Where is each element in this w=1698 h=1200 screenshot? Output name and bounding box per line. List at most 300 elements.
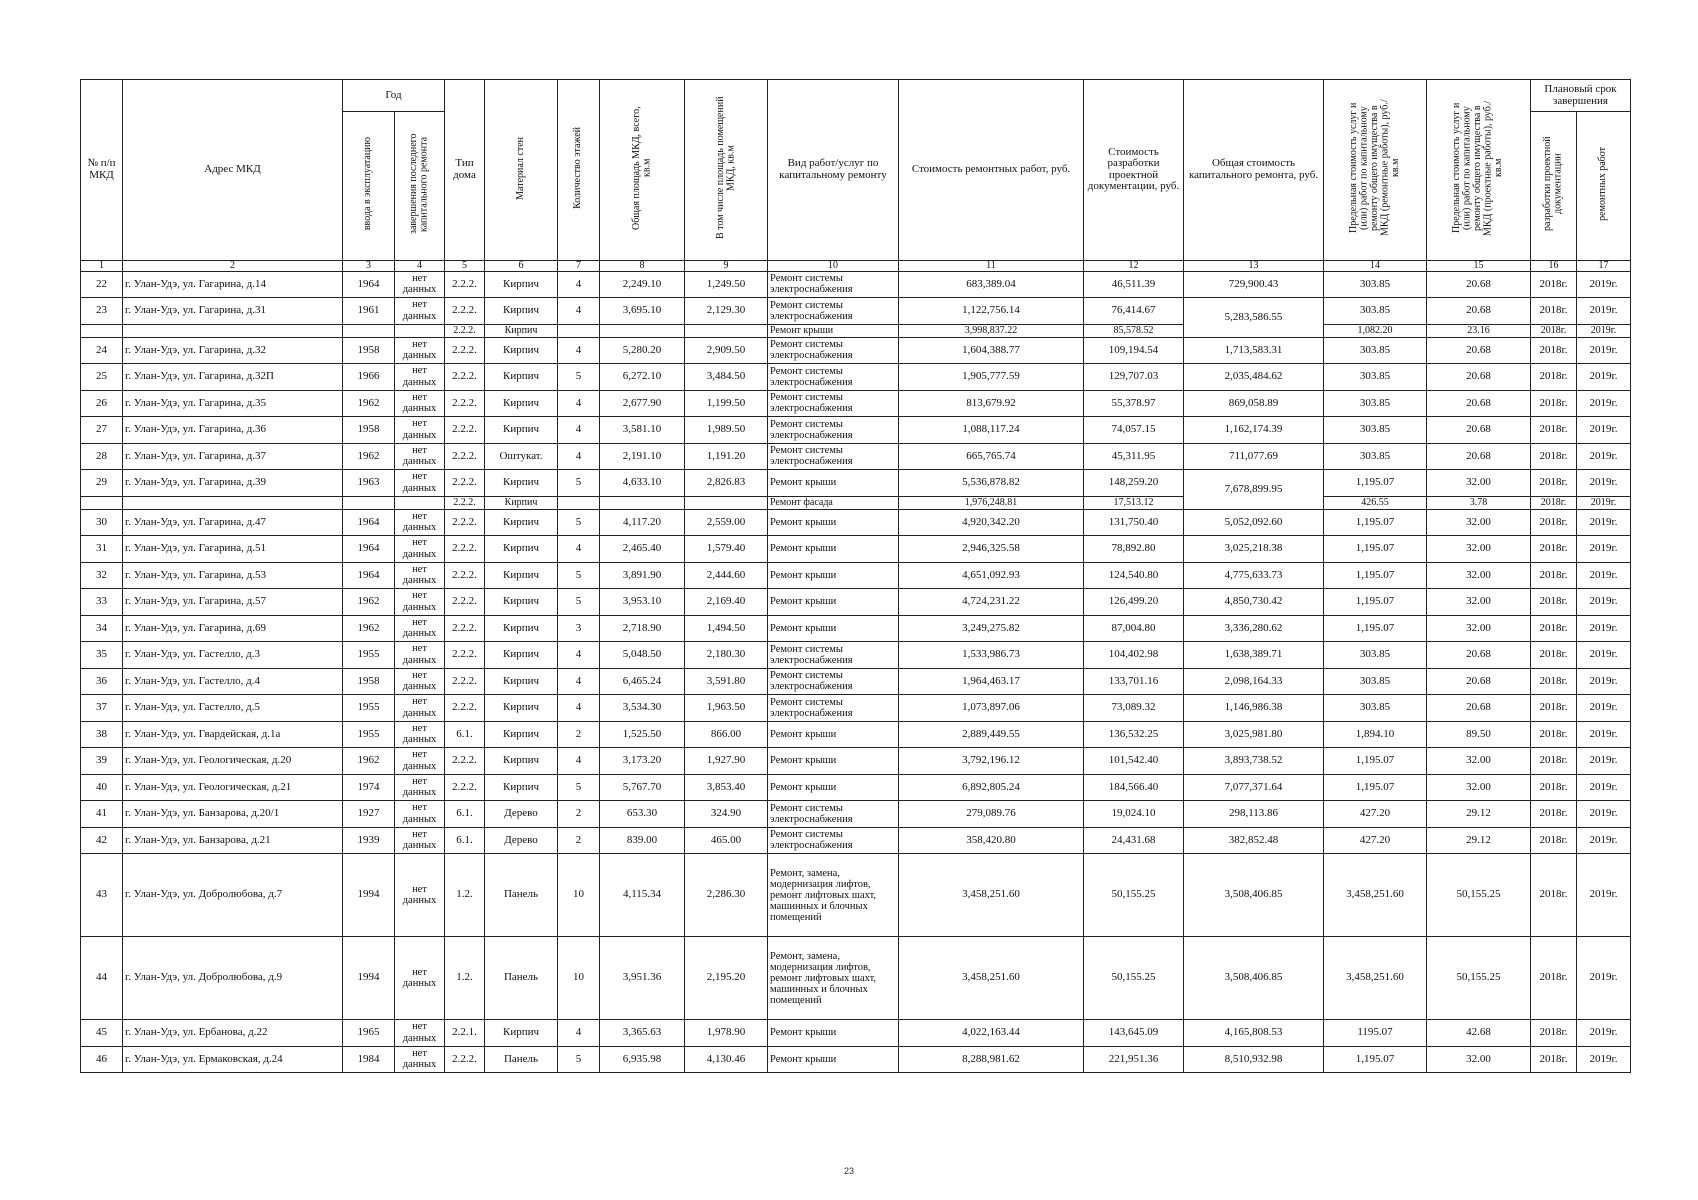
cell-lim1: 303.85: [1324, 364, 1427, 391]
cell-prem: 2,169.40: [685, 589, 768, 616]
cell-cost: 4,920,342.20: [899, 509, 1084, 536]
cell-work: Ремонт системы электроснабжения: [768, 642, 899, 669]
cell-total: 4,850,730.42: [1184, 589, 1324, 616]
cell-work: Ремонт крыши: [768, 721, 899, 748]
cell-work: Ремонт системы электроснабжения: [768, 337, 899, 364]
cell-last-text: нет данных: [402, 828, 437, 852]
cell-cost: 3,998,837.22: [899, 324, 1084, 337]
cell-num: 39: [81, 748, 123, 775]
cell-last-text: нет данных: [402, 696, 437, 719]
cell-d2: 2019г.: [1577, 496, 1631, 509]
cell-d2: 2019г.: [1577, 417, 1631, 444]
cell-area: 3,173.20: [600, 748, 685, 775]
cell-num: 26: [81, 390, 123, 417]
cell-area: 6,935.98: [600, 1046, 685, 1073]
cell-lim2: 32.00: [1427, 470, 1531, 497]
cell-total: 298,113.86: [1184, 801, 1324, 828]
table-row: [81, 695, 1631, 722]
cell-year: 1964: [343, 509, 395, 536]
cell-year: 1963: [343, 470, 395, 497]
cell-year: 1961: [343, 298, 395, 325]
cell-design: 148,259.20: [1084, 470, 1184, 497]
cell-last: [395, 748, 445, 775]
table-row: [81, 271, 1631, 298]
cell-prem: 4,130.46: [685, 1046, 768, 1073]
cell-total: 3,508,406.85: [1184, 937, 1324, 1020]
empty-cell: [123, 324, 343, 337]
cell-lim1: 1,894.10: [1324, 721, 1427, 748]
cell-area: 3,695.10: [600, 298, 685, 325]
cell-cost: 279,089.76: [899, 801, 1084, 828]
cell-area: 2,465.40: [600, 536, 685, 563]
cell-addr: г. Улан-Удэ, ул. Гагарина, д.57: [123, 589, 343, 616]
table-row: [81, 509, 1631, 536]
column-index-cell: 11: [899, 260, 1084, 271]
cell-area: 2,249.10: [600, 271, 685, 298]
cell-wall: Дерево: [485, 827, 558, 854]
table-row: [81, 589, 1631, 616]
cell-d1: 2018г.: [1531, 1046, 1577, 1073]
cell-wall: Кирпич: [485, 695, 558, 722]
cell-type: 2.2.2.: [445, 417, 485, 444]
header-house-type: Тип дома: [445, 80, 485, 261]
cell-d1: 2018г.: [1531, 417, 1577, 444]
cell-total: 1,713,583.31: [1184, 337, 1324, 364]
cell-lim2: 23.16: [1427, 324, 1531, 337]
empty-cell: [685, 324, 768, 337]
table-row: [81, 470, 1631, 497]
cell-addr: г. Улан-Удэ, ул. Гагарина, д.32: [123, 337, 343, 364]
cell-floors: 4: [558, 668, 600, 695]
cell-addr: г. Улан-Удэ, ул. Добролюбова, д.7: [123, 854, 343, 937]
cell-floors: 4: [558, 298, 600, 325]
cell-d1: 2018г.: [1531, 589, 1577, 616]
cell-total: 729,900.43: [1184, 271, 1324, 298]
cell-area: 5,048.50: [600, 642, 685, 669]
cell-lim2: 20.68: [1427, 337, 1531, 364]
cell-type: 2.2.2.: [445, 774, 485, 801]
cell-lim1: 3,458,251.60: [1324, 854, 1427, 937]
cell-total: 8,510,932.98: [1184, 1046, 1324, 1073]
cell-d1: 2018г.: [1531, 443, 1577, 470]
cell-d1: 2018г.: [1531, 721, 1577, 748]
cell-lim2: 29.12: [1427, 827, 1531, 854]
cell-d1: 2018г.: [1531, 615, 1577, 642]
cell-cost: 4,022,163.44: [899, 1020, 1084, 1047]
cell-floors: 4: [558, 748, 600, 775]
cell-prem: 1,199.50: [685, 390, 768, 417]
cell-last-text: нет данных: [402, 775, 437, 799]
page-number: 23: [843, 1166, 854, 1176]
cell-year: 1962: [343, 748, 395, 775]
cell-type: 2.2.2.: [445, 470, 485, 497]
cell-addr: г. Улан-Удэ, ул. Геологическая, д.21: [123, 774, 343, 801]
cell-prem: 1,494.50: [685, 615, 768, 642]
cell-year: 1955: [343, 721, 395, 748]
cell-work: Ремонт системы электроснабжения: [768, 668, 899, 695]
cell-year: 1964: [343, 271, 395, 298]
cell-wall: Кирпич: [485, 589, 558, 616]
cell-prem: 2,559.00: [685, 509, 768, 536]
cell-lim1: 303.85: [1324, 417, 1427, 444]
cell-year: 1962: [343, 615, 395, 642]
header-design-cost: Стоимость разработки проектной документации, руб.: [1084, 80, 1184, 261]
cell-area: 3,953.10: [600, 589, 685, 616]
cell-total: 3,025,981.80: [1184, 721, 1324, 748]
table-row: [81, 417, 1631, 444]
cell-prem: 2,129.30: [685, 298, 768, 325]
cell-lim2: 32.00: [1427, 774, 1531, 801]
cell-lim1: 1,195.07: [1324, 536, 1427, 563]
cell-type: 2.2.2.: [445, 536, 485, 563]
column-index-cell: 8: [600, 260, 685, 271]
cell-area: 2,718.90: [600, 615, 685, 642]
cell-num: 27: [81, 417, 123, 444]
cell-floors: 4: [558, 271, 600, 298]
cell-design: 104,402.98: [1084, 642, 1184, 669]
cell-addr: г. Улан-Удэ, ул. Гастелло, д.4: [123, 668, 343, 695]
cell-total: 2,035,484.62: [1184, 364, 1324, 391]
cell-addr: г. Улан-Удэ, ул. Ермаковская, д.24: [123, 1046, 343, 1073]
cell-work: Ремонт крыши: [768, 774, 899, 801]
cell-cost: 1,122,756.14: [899, 298, 1084, 325]
cell-year: 1994: [343, 854, 395, 937]
cell-d1: 2018г.: [1531, 668, 1577, 695]
cell-d1: 2018г.: [1531, 390, 1577, 417]
cell-num: 40: [81, 774, 123, 801]
cell-wall: Кирпич: [485, 615, 558, 642]
cell-total: 3,893,738.52: [1184, 748, 1324, 775]
cell-cost: 1,905,777.59: [899, 364, 1084, 391]
cell-design: 126,499.20: [1084, 589, 1184, 616]
cell-year: 1984: [343, 1046, 395, 1073]
cell-floors: 5: [558, 562, 600, 589]
cell-d2: 2019г.: [1577, 695, 1631, 722]
header-work-type: Вид работ/услуг по капитальному ремонту: [768, 80, 899, 261]
cell-d1: 2018г.: [1531, 470, 1577, 497]
cell-year: 1958: [343, 668, 395, 695]
cell-lim2: 50,155.25: [1427, 854, 1531, 937]
cell-cost: 1,604,388.77: [899, 337, 1084, 364]
cell-last-text: нет данных: [402, 391, 437, 415]
cell-work: Ремонт, замена, модернизация лифтов, ремонт лифтовых шахт, машинных и блочных помещений: [768, 854, 899, 937]
cell-design: 50,155.25: [1084, 937, 1184, 1020]
cell-d1: 2018г.: [1531, 364, 1577, 391]
cell-lim2: 32.00: [1427, 562, 1531, 589]
cell-year: 1958: [343, 417, 395, 444]
cell-cost: 8,288,981.62: [899, 1046, 1084, 1073]
cell-last: [395, 801, 445, 828]
cell-area: 653.30: [600, 801, 685, 828]
cell-total: 1,146,986.38: [1184, 695, 1324, 722]
cell-year: 1962: [343, 443, 395, 470]
cell-cost: 2,946,325.58: [899, 536, 1084, 563]
cell-type: 2.2.2.: [445, 337, 485, 364]
cell-floors: 10: [558, 937, 600, 1020]
cell-addr: г. Улан-Удэ, ул. Гагарина, д.37: [123, 443, 343, 470]
header-total-area: Общая площадь МКД, всего, кв.м: [600, 80, 685, 261]
cell-year: 1965: [343, 1020, 395, 1047]
table-row: [81, 827, 1631, 854]
header-year-group: Год: [343, 80, 445, 112]
cell-last: [395, 827, 445, 854]
table-row: [81, 324, 1631, 337]
cell-year: 1962: [343, 390, 395, 417]
cell-d2: 2019г.: [1577, 271, 1631, 298]
cell-work: Ремонт системы электроснабжения: [768, 801, 899, 828]
cell-addr: г. Улан-Удэ, ул. Гагарина, д.14: [123, 271, 343, 298]
cell-type: 2.2.2.: [445, 271, 485, 298]
table-row: [81, 1046, 1631, 1073]
header-deadline-design: разработки проектной документации: [1531, 112, 1577, 261]
column-index-cell: 5: [445, 260, 485, 271]
cell-lim1: 1,195.07: [1324, 615, 1427, 642]
cell-floors: 2: [558, 827, 600, 854]
cell-num: 35: [81, 642, 123, 669]
cell-design: 74,057.15: [1084, 417, 1184, 444]
cell-d1: 2018г.: [1531, 854, 1577, 937]
cell-cost: 1,976,248.81: [899, 496, 1084, 509]
cell-addr: г. Улан-Удэ, ул. Добролюбова, д.9: [123, 937, 343, 1020]
cell-last: [395, 443, 445, 470]
cell-num: 33: [81, 589, 123, 616]
table-row: [81, 443, 1631, 470]
cell-d2: 2019г.: [1577, 298, 1631, 325]
cell-d2: 2019г.: [1577, 589, 1631, 616]
cell-work: Ремонт крыши: [768, 470, 899, 497]
cell-num: 29: [81, 470, 123, 497]
cell-wall: Кирпич: [485, 364, 558, 391]
cell-last: [395, 470, 445, 497]
cell-area: 2,677.90: [600, 390, 685, 417]
cell-d1: 2018г.: [1531, 695, 1577, 722]
cell-design: 101,542.40: [1084, 748, 1184, 775]
column-index-cell: 4: [395, 260, 445, 271]
cell-design: 143,645.09: [1084, 1020, 1184, 1047]
cell-work: Ремонт системы электроснабжения: [768, 364, 899, 391]
cell-last-text: нет данных: [402, 338, 437, 362]
cell-work: Ремонт, замена, модернизация лифтов, ремонт лифтовых шахт, машинных и блочных помещений: [768, 937, 899, 1020]
header-limit-design: Предельная стоимость услуг и (или) работ по капитальному ремонту общего имущества в МКД (проектные работы), руб./кв.м: [1427, 80, 1531, 261]
cell-wall: Панель: [485, 854, 558, 937]
cell-work: Ремонт системы электроснабжения: [768, 695, 899, 722]
cell-wall: Кирпич: [485, 721, 558, 748]
cell-work: Ремонт системы электроснабжения: [768, 827, 899, 854]
cell-floors: 5: [558, 509, 600, 536]
cell-floors: 2: [558, 801, 600, 828]
cell-total: 869,058.89: [1184, 390, 1324, 417]
cell-num: 31: [81, 536, 123, 563]
cell-last: [395, 668, 445, 695]
cell-lim1: 1,195.07: [1324, 748, 1427, 775]
cell-type: 2.2.2.: [445, 562, 485, 589]
cell-type: 2.2.2.: [445, 298, 485, 325]
cell-lim1: 3,458,251.60: [1324, 937, 1427, 1020]
table-row: [81, 496, 1631, 509]
cell-lim1: 1,195.07: [1324, 589, 1427, 616]
header-floors: Количество этажей: [558, 80, 600, 261]
empty-cell: [123, 496, 343, 509]
cell-addr: г. Улан-Удэ, ул. Гастелло, д.5: [123, 695, 343, 722]
cell-lim1: 303.85: [1324, 668, 1427, 695]
cell-cost: 4,651,092.93: [899, 562, 1084, 589]
cell-d2: 2019г.: [1577, 562, 1631, 589]
cell-lim1: 303.85: [1324, 443, 1427, 470]
cell-area: 3,581.10: [600, 417, 685, 444]
cell-floors: 4: [558, 443, 600, 470]
cell-last-text: нет данных: [402, 802, 437, 825]
empty-cell: [81, 324, 123, 337]
cell-d2: 2019г.: [1577, 615, 1631, 642]
cell-last-text: нет данных: [402, 966, 437, 990]
empty-cell: [395, 496, 445, 509]
cell-design: 19,024.10: [1084, 801, 1184, 828]
cell-num: 24: [81, 337, 123, 364]
cell-work: Ремонт фасада: [768, 496, 899, 509]
table-row: [81, 562, 1631, 589]
cell-prem: 2,180.30: [685, 642, 768, 669]
cell-d1: 2018г.: [1531, 748, 1577, 775]
cell-addr: г. Улан-Удэ, ул. Гагарина, д.35: [123, 390, 343, 417]
cell-d1: 2018г.: [1531, 937, 1577, 1020]
cell-lim2: 20.68: [1427, 668, 1531, 695]
column-index-cell: 3: [343, 260, 395, 271]
cell-type: 6.1.: [445, 801, 485, 828]
cell-wall: Панель: [485, 1046, 558, 1073]
cell-d2: 2019г.: [1577, 536, 1631, 563]
cell-work: Ремонт крыши: [768, 324, 899, 337]
cell-last: [395, 536, 445, 563]
cell-wall: Кирпич: [485, 390, 558, 417]
cell-lim2: 50,155.25: [1427, 937, 1531, 1020]
cell-cost: 3,458,251.60: [899, 937, 1084, 1020]
cell-prem: 1,191.20: [685, 443, 768, 470]
column-index-cell: 12: [1084, 260, 1184, 271]
cell-cost: 5,536,878.82: [899, 470, 1084, 497]
cell-lim1: 303.85: [1324, 390, 1427, 417]
table-row: [81, 536, 1631, 563]
cell-design: 55,378.97: [1084, 390, 1184, 417]
cell-lim1: 1195.07: [1324, 1020, 1427, 1047]
cell-year: 1964: [343, 536, 395, 563]
cell-last: [395, 642, 445, 669]
cell-last-text: нет данных: [402, 1047, 437, 1071]
cell-d2: 2019г.: [1577, 854, 1631, 937]
header-num: № п/п МКД: [81, 80, 123, 261]
cell-cost: 2,889,449.55: [899, 721, 1084, 748]
cell-d1: 2018г.: [1531, 801, 1577, 828]
cell-year: 1964: [343, 562, 395, 589]
cell-cost: 3,249,275.82: [899, 615, 1084, 642]
cell-cost: 3,792,196.12: [899, 748, 1084, 775]
cell-area: 5,767.70: [600, 774, 685, 801]
cell-last-text: нет данных: [402, 590, 437, 613]
cell-floors: 10: [558, 854, 600, 937]
cell-lim2: 3.78: [1427, 496, 1531, 509]
cell-lim1: 427.20: [1324, 827, 1427, 854]
cell-work: Ремонт крыши: [768, 509, 899, 536]
cell-last: [395, 1046, 445, 1073]
column-index-row: [81, 260, 1631, 271]
cell-prem: 3,484.50: [685, 364, 768, 391]
cell-total: 5,283,586.55: [1184, 298, 1324, 338]
cell-d1: 2018г.: [1531, 827, 1577, 854]
cell-lim1: 1,195.07: [1324, 774, 1427, 801]
cell-floors: 4: [558, 695, 600, 722]
cell-d1: 2018г.: [1531, 509, 1577, 536]
cell-design: 76,414.67: [1084, 298, 1184, 325]
cell-area: 4,633.10: [600, 470, 685, 497]
column-index-cell: 14: [1324, 260, 1427, 271]
cell-last: [395, 721, 445, 748]
table-row: [81, 390, 1631, 417]
cell-d2: 2019г.: [1577, 642, 1631, 669]
header-wall-material: Материал стен: [485, 80, 558, 261]
cell-area: 839.00: [600, 827, 685, 854]
cell-wall: Кирпич: [485, 642, 558, 669]
cell-total: 3,336,280.62: [1184, 615, 1324, 642]
cell-last: [395, 854, 445, 937]
cell-d2: 2019г.: [1577, 1020, 1631, 1047]
cell-year: 1939: [343, 827, 395, 854]
cell-addr: г. Улан-Удэ, ул. Гагарина, д.31: [123, 298, 343, 325]
cell-last-text: нет данных: [402, 299, 437, 322]
cell-total: 5,052,092.60: [1184, 509, 1324, 536]
cell-num: 44: [81, 937, 123, 1020]
cell-addr: г. Улан-Удэ, ул. Гагарина, д.32П: [123, 364, 343, 391]
cell-d1: 2018г.: [1531, 562, 1577, 589]
cell-addr: г. Улан-Удэ, ул. Гагарина, д.69: [123, 615, 343, 642]
header-deadline-group: Плановый срок завершения: [1531, 80, 1631, 112]
cell-area: 6,465.24: [600, 668, 685, 695]
cell-wall: Кирпич: [485, 324, 558, 337]
cell-d2: 2019г.: [1577, 390, 1631, 417]
cell-area: 2,191.10: [600, 443, 685, 470]
cell-work: Ремонт системы электроснабжения: [768, 271, 899, 298]
cell-type: 2.2.2.: [445, 443, 485, 470]
cell-area: 6,272.10: [600, 364, 685, 391]
cell-floors: 4: [558, 417, 600, 444]
cell-wall: Кирпич: [485, 271, 558, 298]
cell-work: Ремонт системы электроснабжения: [768, 443, 899, 470]
cell-type: 2.2.2.: [445, 496, 485, 509]
cell-num: 37: [81, 695, 123, 722]
cell-total: 2,098,164.33: [1184, 668, 1324, 695]
cell-last: [395, 337, 445, 364]
cell-wall: Кирпич: [485, 774, 558, 801]
cell-prem: 1,249.50: [685, 271, 768, 298]
cell-last-text: нет данных: [402, 272, 437, 296]
cell-wall: Кирпич: [485, 496, 558, 509]
cell-work: Ремонт крыши: [768, 615, 899, 642]
cell-last: [395, 271, 445, 298]
cell-lim2: 20.68: [1427, 298, 1531, 325]
cell-num: 34: [81, 615, 123, 642]
cell-type: 2.2.1.: [445, 1020, 485, 1047]
cell-design: 85,578.52: [1084, 324, 1184, 337]
cell-total: 3,508,406.85: [1184, 854, 1324, 937]
cell-lim1: 1,195.07: [1324, 509, 1427, 536]
cell-floors: 4: [558, 642, 600, 669]
empty-cell: [343, 324, 395, 337]
cell-lim2: 20.68: [1427, 417, 1531, 444]
cell-work: Ремонт крыши: [768, 1046, 899, 1073]
cell-d1: 2018г.: [1531, 642, 1577, 669]
cell-last-text: нет данных: [402, 722, 437, 746]
cell-type: 2.2.2.: [445, 509, 485, 536]
empty-cell: [685, 496, 768, 509]
cell-last-text: нет данных: [402, 471, 437, 494]
